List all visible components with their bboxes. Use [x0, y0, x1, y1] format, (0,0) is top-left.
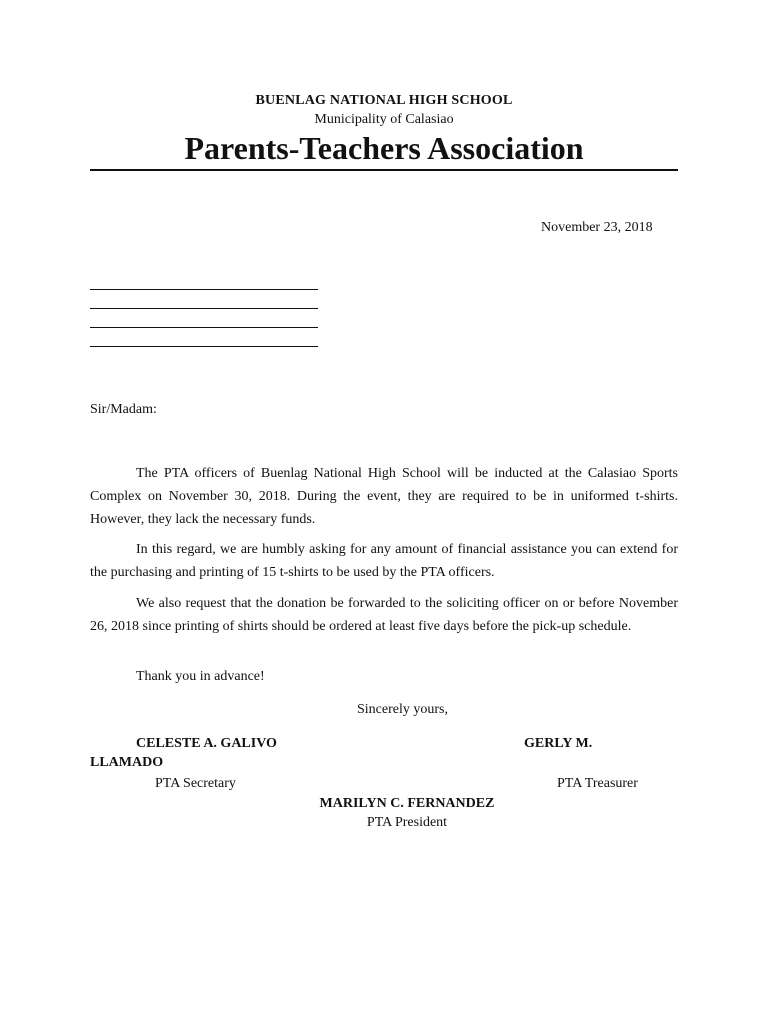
secretary-name: CELESTE A. GALIVO [136, 736, 277, 751]
secretary-title: PTA Secretary [155, 776, 236, 791]
salutation: Sir/Madam: [90, 402, 157, 417]
recipient-blank-line [90, 308, 318, 309]
closing: Sincerely yours, [357, 702, 448, 717]
letterhead-divider [90, 169, 678, 171]
recipient-blank-line [90, 327, 318, 328]
body-paragraph-1: The PTA officers of Buenlag National High School will be inducted at the Calasiao Sports Complex on November 30, 2018. During the event, they are required to be in uniformed t-shirts. However, they lack the necessary funds. [90, 466, 678, 527]
recipient-blank-line [90, 289, 318, 290]
treasurer-title: PTA Treasurer [557, 776, 638, 791]
municipality: Municipality of Calasiao [314, 112, 454, 127]
body-paragraph-3: We also request that the donation be forwarded to the soliciting officer on or before November 26, 2018 since printing of shirts should be ordered at least five days before the pick-up schedule. [90, 596, 678, 634]
president-name: MARILYN C. FERNANDEZ [319, 796, 495, 811]
treasurer-name-first: GERLY M. [524, 736, 593, 751]
letter-date: November 23, 2018 [541, 220, 653, 235]
recipient-blank-line [90, 346, 318, 347]
treasurer-name-last: LLAMADO [90, 755, 164, 770]
body-paragraph-2: In this regard, we are humbly asking for any amount of financial assistance you can extend for the purchasing and printing of 15 t-shirts to be used by the PTA officers. [90, 542, 678, 580]
president-title: PTA President [366, 815, 448, 830]
thanks-line: Thank you in advance! [136, 669, 265, 684]
school-name: BUENLAG NATIONAL HIGH SCHOOL [255, 93, 513, 108]
association-title: Parents-Teachers Association [184, 130, 584, 166]
